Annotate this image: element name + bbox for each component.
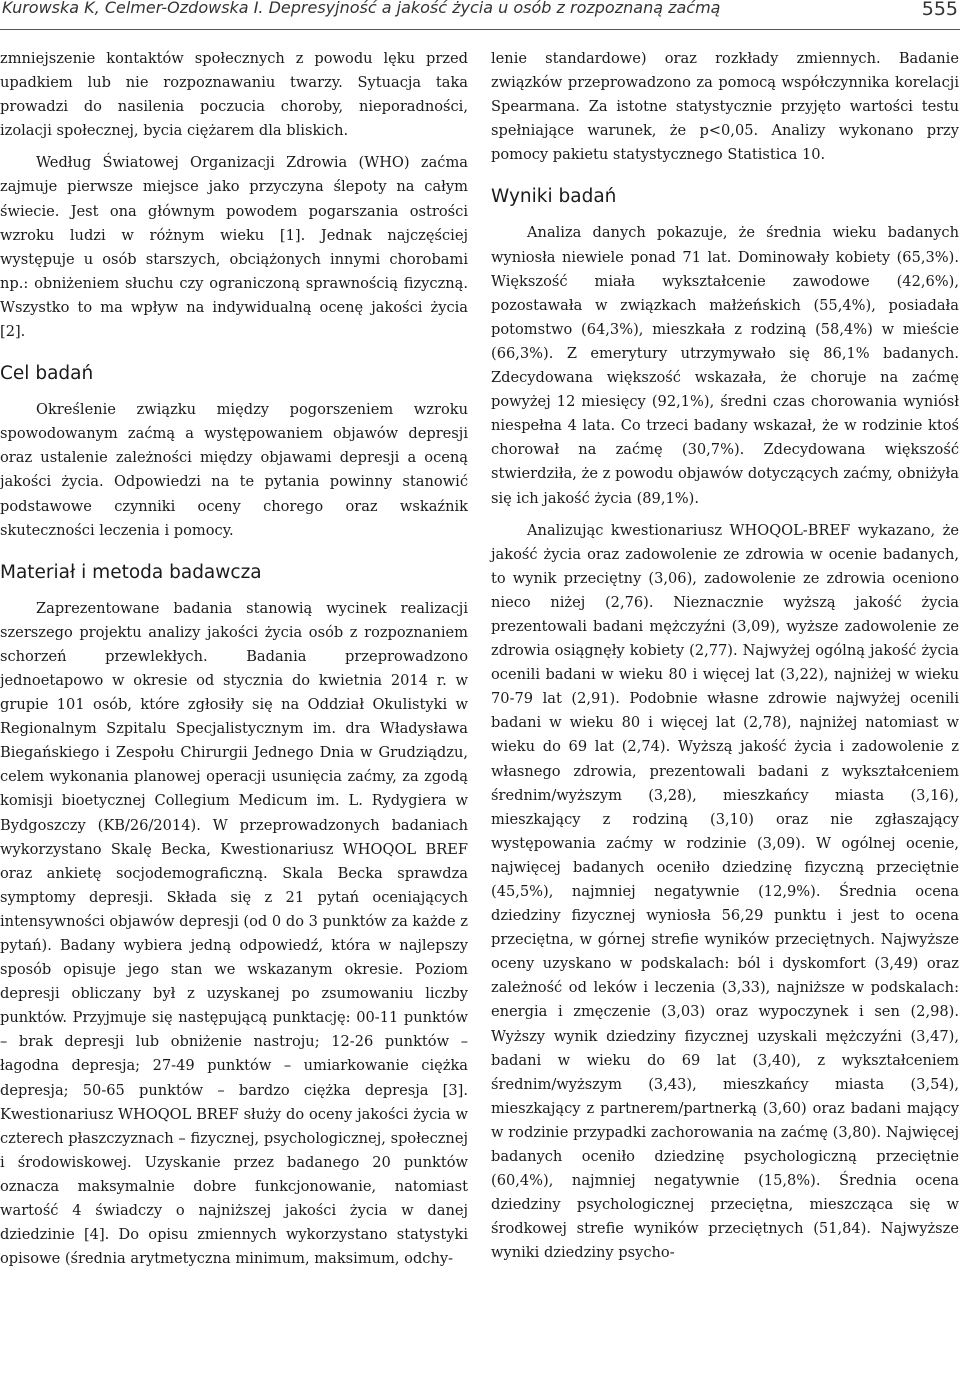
paragraph: Zaprezentowane badania stanowią wycinek realizacji szerszego projektu analizy jakości życia osób z rozpoznaniem schorzeń przewlekłych. Badania przeprowadzono jednoetapowo w okresie od stycznia do kwietnia 2014 r. w grupie 101 osób, które zgłosiły się na Oddział Okulistyki w Regionalnym Szpitalu Specjalistycznym im. dra Władysława Biegańskiego i Zespołu Chirurgii Jednego Dnia w Grudziądzu, celem wykonania planowej operacji usunięcia zaćmy, za zgodą komisji bioetycznej Collegium Medicum im. L. Rydygiera w Bydgoszczy (KB/26/2014). W przeprowadzonych badaniach wykorzystano Skalę Becka, Kwestionariusz WHOQOL BREF oraz ankietę socjodemograficzną. Skala Becka sprawdza symptomy depresji. Składa się z 21 pytań oceniających intensywności objawów depresji (od 0 do 3 punktów za każde z pytań). Badany wybiera jedną odpowiedź, która w najlepszy sposób opisuje jego stan we wskazanym okresie. Poziom depresji obliczany był z uzyskanej po zsumowaniu liczby punktów. Przyjmuje się następującą punktację: 00-11 punktów – brak depresji lub obniżenie nastroju; 12-26 punktów – łagodna depresja; 27-49 punktów – umiarkowanie ciężka depresja; 50-65 punktów – bardzo ciężka depresja [3]. Kwestionariusz WHOQOL BREF służy do oceny jakości życia w czterech płaszczyznach – fizycznej, psychologicznej, społecznej i środowiskowej. Uzyskanie przez badanego 20 punktów oznacza maksymalnie dobre funkcjonowanie, natomiast wartość 4 świadczy o najniższej jakości życia w danej dziedzinie [4]. Do opisu zmiennych wykorzystano statystyki opisowe (średnia arytmetyczna minimum, maksimum, odchy- (0, 599, 468, 1268)
page-number: 555 (921, 0, 958, 20)
running-title: Kurowska K, Celmer-Ozdowska I. Depresyjność a jakość życia u osób z rozpoznaną zaćmą (2, 0, 721, 17)
paragraph: Analiza danych pokazuje, że średnia wieku badanych wyniosła niewiele ponad 71 lat. Dominowały kobiety (65,3%). Większość miała wykształcenie zawodowe (42,6%), pozostawała w związkach małżeńskich (55,4%), posiadała potomstwo (64,3%), mieszkała z rodziną (58,4%) w mieście (66,3%). Z emerytury utrzymywało się 86,1% badanych. Zdecydowana większość wskazała, że choruje na zaćmę powyżej 12 miesięcy (92,1%), średni czas chorowania wyniósł niespełna 4 lata. Co trzeci badany wskazał, że w rodzinie ktoś chorował na zaćmę (30,7%). Zdecydowana większość stwierdziła, że z powodu objawów dotyczących zaćmy, obniżyła się ich jakość życia (89,1%). (491, 224, 959, 507)
paragraph: Określenie związku między pogorszeniem wzroku spowodowanym zaćmą a występowaniem objawów depresji oraz ustalenie zależności między objawami depresji a oceną jakości życia. Odpowiedzi na te pytania powinny stanowić podstawowe czynniki oceny chorego oraz wskaźnik skuteczności leczenia i pomocy. (0, 401, 468, 539)
section-heading-wyniki: Wyniki badań (491, 186, 617, 208)
left-column (0, 47, 468, 1279)
paragraph: zmniejszenie kontaktów społecznych z powodu lęku przed upadkiem lub nie rozpoznawaniu twarzy. Sytuacja taka prowadzi do nasilenia poczucia choroby, nieporadności, izolacji społecznej, bycia ciężarem dla bliskich. (0, 50, 468, 140)
right-column (491, 47, 959, 1274)
paragraph: Według Światowej Organizacji Zdrowia (WHO) zaćma zajmuje pierwsze miejsce jako przyczyna ślepoty na całym świecie. Jest ona głównym powodem pogarszania ostrości wzroku ludzi w różnym wieku [1]. Jednak najczęściej występuje u osób starszych, obciążonych innymi chorobami np.: obniżeniem słuchu czy ograniczoną sprawnością fizyczną. Wszystko to ma wpływ na indywidualną ocenę jakości życia [2]. (0, 154, 468, 341)
paragraph: lenie standardowe) oraz rozkłady zmiennych. Badanie związków przeprowadzono za pomocą współczynnika korelacji Spearmana. Za istotne statystycznie przyjęto wartości testu spełniające warunek, że p<0,05. Analizy wykonano przy pomocy pakietu statystycznego Statistica 10. (491, 50, 959, 164)
header-rule (0, 29, 960, 30)
paragraph: Analizując kwestionariusz WHOQOL-BREF wykazano, że jakość życia oraz zadowolenie ze zdrowia w ocenie badanych, to wynik przeciętny (3,06), zadowolenie ze zdrowia oceniono nieco niżej (2,76). Nieznacznie wyższą jakość życia prezentowali badani mężczyźni (3,09), wyższe zadowolenie ze zdrowia osiągnęły kobiety (2,77). Najwyżej ogólną jakość życia ocenili badani w wieku 80 i więcej lat (3,22), najniżej w wieku 70-79 lat (2,91). Podobnie własne zdrowie najwyżej ocenili badani w wieku 80 i więcej lat (2,78), najniżej natomiast w wieku do 69 lat (2,74). Wyższą jakość życia i zadowolenie z własnego zdrowia, prezentowali badani z wykształceniem średnim/wyższym (3,28), mieszkańcy miasta (3,16), mieszkający z rodziną (3,10) oraz nie zgłaszający występowania zaćmy w rodzinie (3,09). W ogólnej ocenie, najwięcej badanych oceniło dziedzinę fizyczną przeciętnie (45,5%), najmniej negatywnie (12,9%). Średnia ocena dziedziny fizycznej wyniosła 56,29 punktu i jest to ocena przeciętna, w górnej strefie wyników przeciętnych. Najwyższe oceny uzyskano w podskalach: ból i dyskomfort (3,49) oraz zależność od leków i leczenia (3,33), najniższe w podskalach: energia i zmęczenie (3,03) oraz wypoczynek i sen (2,98). Wyższy wynik dziedziny fizycznej uzyskali mężczyźni (3,47), badani w wieku do 69 lat (3,40), z wykształceniem średnim/wyższym (3,43), mieszkańcy miasta (3,54), mieszkający z partnerem/partnerką (3,60) oraz badani mający w rodzinie przypadki zachorowania na zaćmę (3,80). Najwięcej badanych oceniło dziedzinę psychologiczną przeciętnie (60,4%), najmniej negatywnie (15,8%). Średnia ocena dziedziny psychologicznej przeciętna, mieszcząca się w środkowej strefie wyników przeciętnych (51,84). Najwyższe wyniki dziedziny psycho- (491, 521, 959, 1262)
section-heading-cel: Cel badań (0, 363, 94, 385)
running-header (0, 0, 960, 20)
section-heading-material: Materiał i metoda badawcza (0, 561, 262, 583)
